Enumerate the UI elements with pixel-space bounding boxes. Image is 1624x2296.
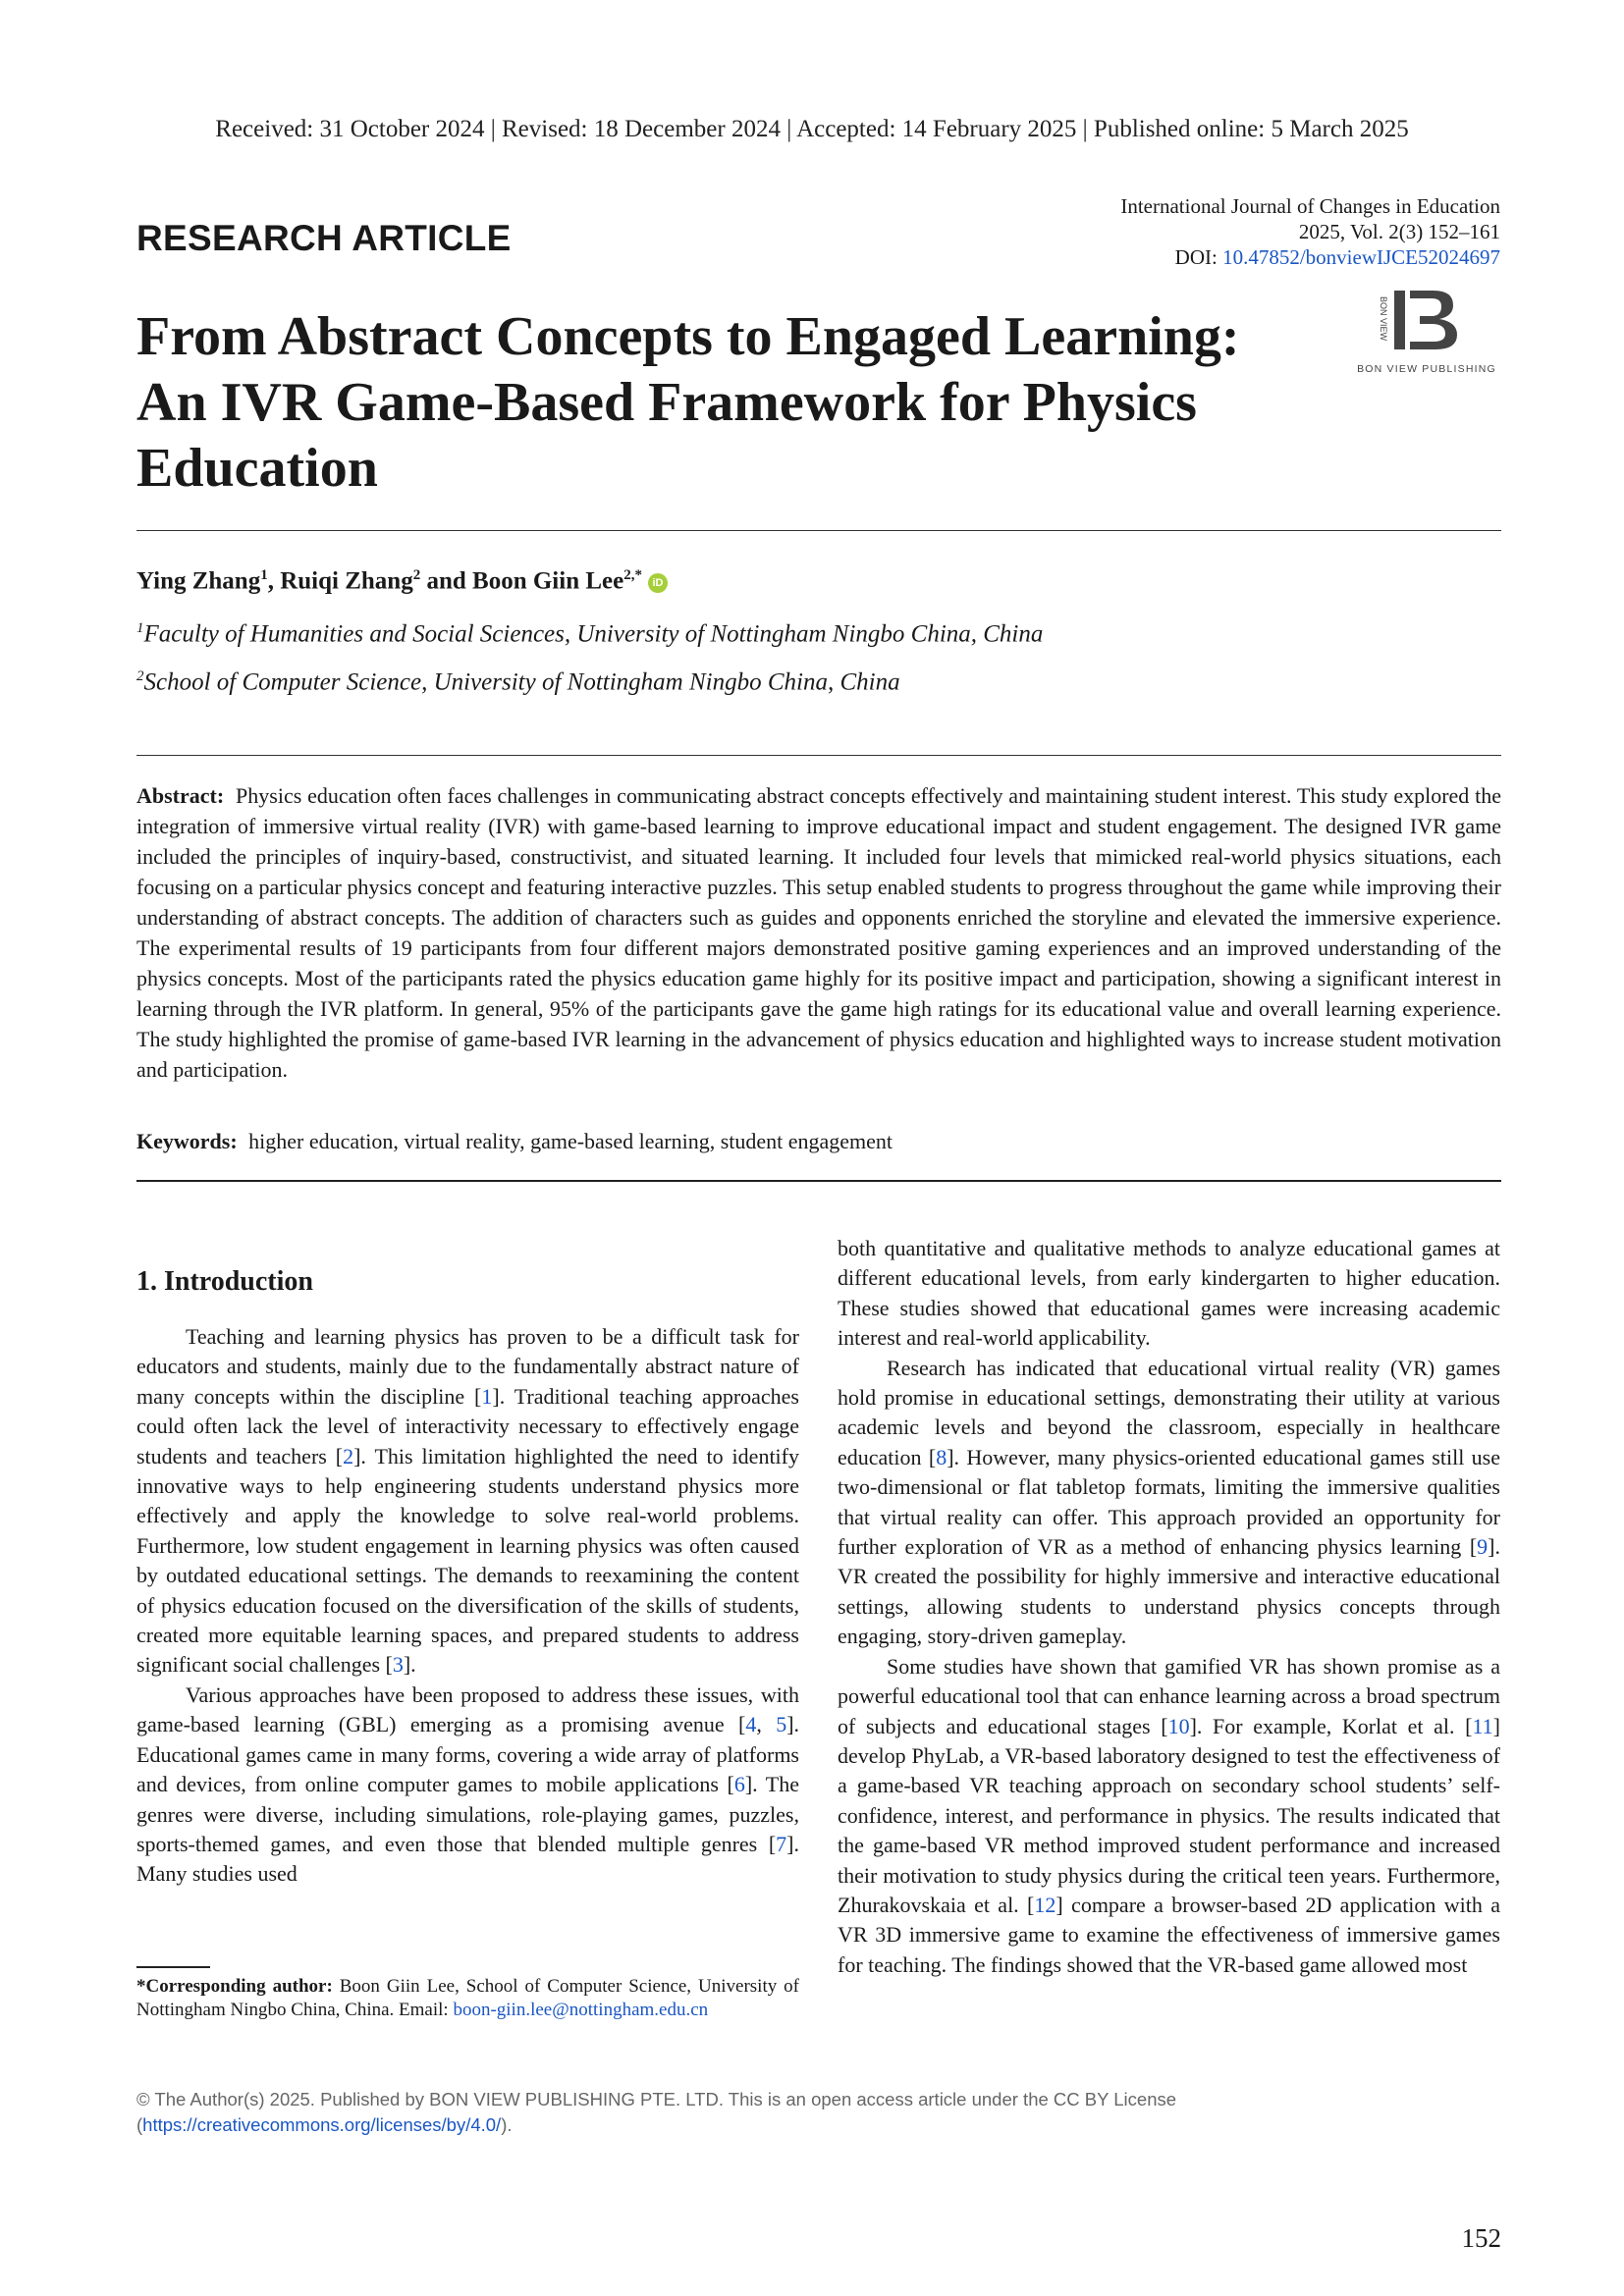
- citation-link[interactable]: 12: [1034, 1892, 1056, 1917]
- citation-link[interactable]: 2: [343, 1443, 354, 1468]
- email-link[interactable]: boon-giin.lee@nottingham.edu.cn: [453, 2000, 709, 2020]
- keywords-label: Keywords:: [136, 1129, 238, 1153]
- text-run: ]. This limitation highlighted the need to identify innovative ways to help engineering students understand physics more effectively and apply the knowledge to solve real-world problems. Furthermore, low student engagement in learning physics was often caused by outdated educational settings. The demands to reexamining the content of physics education focused on the diversification of the skills of students, created more equitable learning spaces, and prepared students to address significant social challenges [: [136, 1443, 799, 1678]
- keywords-divider: [136, 1180, 1501, 1182]
- text-run: ,: [756, 1712, 777, 1737]
- footnote-text: Boon Giin Lee, School of Computer Science, University of Nottingham Ningbo China, China. Email:: [136, 1976, 799, 2020]
- citation-link[interactable]: 4: [745, 1712, 757, 1737]
- author-name: Ying Zhang: [136, 567, 261, 595]
- paragraph: both quantitative and qualitative methods to analyze educational games at different educational levels, from early kindergarten to higher education. These studies showed that educational games were increasing academic interest and real-world applicability.: [838, 1236, 1500, 1351]
- article-type: RESEARCH ARTICLE: [136, 218, 512, 258]
- citation-link[interactable]: 1: [481, 1383, 493, 1409]
- affiliation: [136, 668, 900, 696]
- author-name: Ruiqi Zhang: [280, 567, 413, 595]
- text-run: ]. Traditional teaching approaches could often lack the level of interactivity necessary to effectively engage students and teachers [: [136, 1383, 799, 1468]
- section-heading: 1. Introduction: [136, 1266, 313, 1297]
- footnote-label: *Corresponding author:: [136, 1976, 333, 1997]
- text-run: Various approaches have been proposed to address these issues, with game-based learning (GBL) emerging as a promising avenue [: [136, 1682, 799, 1737]
- text-run: ]. VR created the possibility for highly immersive and interactive educational settings, allowing students to understand physics concepts through engaging, story-driven gameplay.: [838, 1534, 1500, 1649]
- text-run: Teaching and learning physics has proven to be a difficult task for educators and students, mainly due to the fundamentally abstract nature of many concepts within the discipline [: [136, 1324, 799, 1409]
- abstract-divider: [136, 755, 1501, 756]
- publisher-logo: [1343, 287, 1510, 380]
- author-list: [136, 567, 668, 595]
- doi-label: DOI:: [1174, 245, 1223, 269]
- author-affil-sup: 2,*: [623, 567, 642, 583]
- author-separator: and: [420, 567, 473, 595]
- logo-text: BON VIEW PUBLISHING: [1357, 363, 1496, 375]
- text-run: ]. Educational games came in many forms, covering a wide array of platforms and devices, from online computer games to mobile applications [: [136, 1712, 800, 1797]
- license-notice: [136, 2087, 1501, 2138]
- paragraph: [136, 1681, 799, 1890]
- publication-history: Received: 31 October 2024 | Revised: 18 December 2024 | Accepted: 14 February 2025 | Published online: 5 March 2025: [215, 116, 1409, 142]
- text-run: Research has indicated that educational virtual reality (VR) games hold promise in educational settings, demonstrating their utility at various academic levels and beyond the classroom, especially in healthcare education [: [838, 1355, 1500, 1469]
- license-text: © The Author(s) 2025. Published by BON VIEW PUBLISHING PTE. LTD. This is an open access article under the CC BY License (: [136, 2089, 1177, 2135]
- citation-link[interactable]: 7: [776, 1831, 787, 1856]
- citation-link[interactable]: 11: [1472, 1713, 1493, 1738]
- doi-link[interactable]: 10.47852/bonviewIJCE52024697: [1222, 245, 1500, 269]
- citation-link[interactable]: 5: [776, 1712, 787, 1737]
- citation-link[interactable]: 6: [733, 1772, 745, 1797]
- text-run: ]. However, many physics-oriented educational games still use two-dimensional or flat tabletop formats, limiting the immersive qualities that virtual reality can offer. This approach provided an opportunity for further exploration of VR as a method of enhancing physics learning [: [838, 1444, 1500, 1560]
- paragraph: [838, 1354, 1500, 1652]
- journal-volume: 2025, Vol. 2(3) 152–161: [1298, 220, 1500, 243]
- citation-link[interactable]: 3: [392, 1652, 404, 1678]
- affiliation: [136, 620, 1043, 648]
- citation-link[interactable]: 8: [936, 1444, 947, 1469]
- corresponding-author-footnote: [136, 1975, 799, 2022]
- paragraph: [136, 1322, 799, 1681]
- affiliation-sup: 1: [136, 620, 144, 636]
- author-affil-sup: 1: [260, 567, 268, 583]
- left-column: [136, 1322, 799, 1890]
- affiliation-sup: 2: [136, 668, 144, 684]
- text-run: ].: [403, 1652, 416, 1678]
- citation-link[interactable]: 9: [1477, 1534, 1489, 1560]
- text-run: ]. For example, Korlat et al. [: [1189, 1713, 1473, 1738]
- author-affil-sup: 2: [412, 567, 421, 583]
- license-link[interactable]: https://creativecommons.org/licenses/by/4.0/: [142, 2114, 502, 2135]
- license-end: ).: [501, 2114, 513, 2135]
- journal-doi: [1120, 244, 1500, 270]
- keywords-text: higher education, virtual reality, game-based learning, student engagement: [248, 1129, 893, 1153]
- paragraph: [838, 1652, 1500, 1980]
- text-run: Some studies have shown that gamified VR has shown promise as a powerful educational tool that can enhance learning across a broad spectrum of subjects and educational stages [: [838, 1653, 1500, 1738]
- title-divider: [136, 530, 1501, 531]
- citation-link[interactable]: 10: [1167, 1713, 1190, 1738]
- affiliation-text: Faculty of Humanities and Social Sciences, University of Nottingham Ningbo China, China: [143, 620, 1044, 648]
- text-run: ] develop PhyLab, a VR-based laboratory designed to test the effectiveness of a game-based VR teaching approach on secondary school students’ self-confidence, interest, and performance in physics. The results indicated that the game-based VR method improved student performance and increased their motivation to study physics during the critical teen years. Furthermore, Zhurakovskaia et al. [: [838, 1713, 1500, 1917]
- article-title: From Abstract Concepts to Engaged Learning: An IVR Game-Based Framework for Physics Education: [136, 306, 1240, 499]
- text-run: ] compare a browser-based 2D application with a VR 3D immersive game to examine the effectiveness of immersive games for teaching. The findings showed that the VR-based game allowed most: [838, 1892, 1500, 1977]
- right-column: [838, 1234, 1500, 1980]
- journal-name: International Journal of Changes in Education: [1120, 194, 1500, 218]
- page-number: 152: [1461, 2223, 1501, 2253]
- footnote-rule: [136, 1966, 210, 1968]
- text-run: ]. The genres were diverse, including simulations, role-playing games, puzzles, sports-themed games, and even those that blended multiple genres [: [136, 1772, 799, 1856]
- orcid-icon[interactable]: iD: [648, 573, 668, 593]
- text-run: ]. Many studies used: [136, 1831, 799, 1887]
- keywords: [136, 1129, 893, 1154]
- journal-info: [1120, 193, 1500, 270]
- author-separator: ,: [267, 567, 281, 595]
- abstract-label: Abstract:: [136, 783, 225, 808]
- bon-view-logo-icon: [1343, 287, 1510, 380]
- author-name: Boon Giin Lee: [472, 567, 624, 595]
- affiliation-text: School of Computer Science, University of Nottingham Ningbo China, China: [143, 668, 900, 696]
- abstract-text: Physics education often faces challenges in communicating abstract concepts effectively and maintaining student interest. This study explored the integration of immersive virtual reality (IVR) with game-based learning to improve educational impact and student engagement. The designed IVR game included the principles of inquiry-based, constructivist, and situated learning. It included four levels that mimicked real-world physics situations, each focusing on a particular physics concept and featuring interactive puzzles. This setup enabled students to progress throughout the game while improving their understanding of abstract concepts. The addition of characters such as guides and opponents enriched the storyline and elevated the immersive experience. The experimental results of 19 participants from four different majors demonstrated positive gaming experiences and an improved understanding of the physics concepts. Most of the participants rated the physics education game highly for its positive impact and participation, showing a significant interest in learning through the IVR platform. In general, 95% of the participants gave the game high ratings for its educational value and overall learning experience. The study highlighted the promise of game-based IVR learning in the advancement of physics education and highlighted ways to increase student motivation and participation.: [136, 783, 1502, 1082]
- abstract: [136, 780, 1501, 1085]
- logo-mark: BON VIEW: [1379, 296, 1388, 342]
